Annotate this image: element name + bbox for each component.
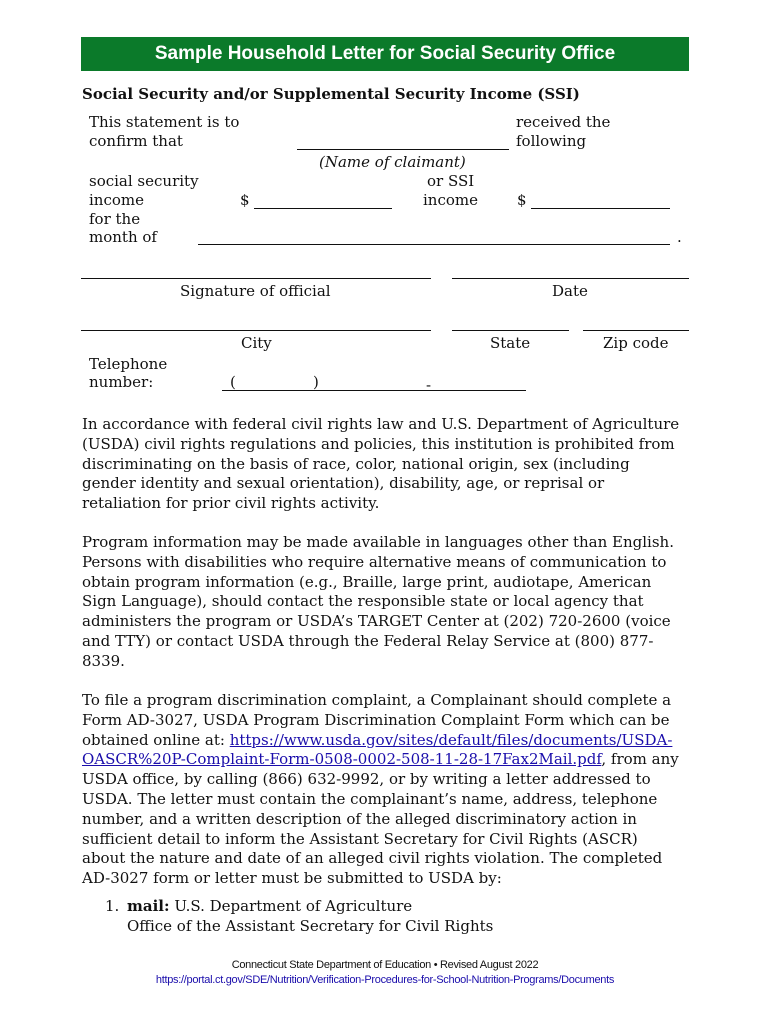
footer-line-1: Connecticut State Department of Education • Revised August 2022 — [231, 959, 539, 971]
received-line-2: following — [516, 132, 587, 150]
city-label: City — [241, 334, 272, 352]
complaint-form-link[interactable]: https://www.usda.gov/sites/default/files/documents/USDA-OASCR%20P-Complaint-Form-0508-0002-508-11-28-17Fax2Mail.pdf — [82, 730, 673, 769]
phone-paren-close: ) — [313, 373, 319, 391]
banner-title: Sample Household Letter for Social Security Office — [81, 37, 689, 71]
claimant-caption: (Name of claimant) — [319, 153, 466, 171]
mail-item — [127, 897, 412, 915]
program-info-paragraph — [82, 533, 682, 672]
telephone-line-2: number: — [89, 373, 154, 391]
date-label: Date — [552, 282, 588, 300]
month-line-1: for the — [89, 210, 141, 228]
phone-dash: - — [426, 376, 432, 394]
statement-line-1: This statement is to — [89, 113, 240, 131]
state-label: State — [490, 334, 531, 352]
ssi-amount-field[interactable] — [531, 208, 670, 209]
ssi-dollar-sign: $ — [517, 191, 527, 209]
zip-label: Zip code — [603, 334, 669, 352]
complaint-text-end: , from any USDA office, by calling (866) 632-9992, or by writing a letter addressed to USDA. The letter must contain the complainant’s name, address, telephone number, and a written description of the alleged discriminatory action in sufficient detail to inform the Assistant Secretary for Civil Rights (ASCR) about the nature and date of an alleged civil rights violation. The completed AD-3027 form or letter must be submitted to USDA by: — [82, 750, 679, 888]
signature-label: Signature of official — [180, 282, 331, 300]
zip-field[interactable] — [583, 330, 689, 331]
city-field[interactable] — [81, 330, 431, 331]
phone-paren-open: ( — [230, 373, 236, 391]
mail-line-1: U.S. Department of Agriculture — [174, 897, 413, 915]
complaint-text — [82, 691, 682, 889]
ssi-line-2: income — [423, 191, 478, 209]
statement-line-2: confirm that — [89, 132, 183, 150]
ss-income-line-1: social security — [89, 172, 199, 190]
claimant-name-field[interactable] — [297, 149, 509, 150]
telephone-line-1: Telephone — [89, 355, 168, 373]
civil-rights-paragraph — [82, 415, 682, 514]
telephone-field[interactable] — [222, 390, 526, 391]
complaint-text-start: To file a program discrimination complaint, a Complainant should complete a Form AD-3027, USDA Program Discrimination Complaint Form which can be obtained online at: — [82, 691, 672, 749]
ss-dollar-sign: $ — [240, 191, 250, 209]
complaint-paragraph — [82, 691, 682, 889]
received-line-1: received the — [516, 113, 611, 131]
section-subtitle: Social Security and/or Supplemental Security Income (SSI) — [82, 85, 580, 103]
program-info-text: Program information may be made available in languages other than English. Persons with disabilities who require alternative means of communication to obtain program information (e.g., Braille, large print, audiotape, American Sign Language), should contact the responsible state or local agency that administers the program or USDA’s TARGET Center at (202) 720-2600 (voice and TTY) or contact USDA through the Federal Relay Service at (800) 877-8339. — [82, 533, 674, 670]
mail-label: mail: — [127, 897, 170, 915]
list-number: 1. — [105, 897, 120, 915]
ss-amount-field[interactable] — [254, 208, 392, 209]
mail-line-2: Office of the Assistant Secretary for Civil Rights — [127, 917, 494, 935]
month-period: . — [677, 228, 682, 246]
signature-field[interactable] — [81, 278, 431, 279]
civil-rights-text: In accordance with federal civil rights law and U.S. Department of Agriculture (USDA) civil rights regulations and policies, this institution is prohibited from discriminating on the basis of race, color, national origin, sex (including gender identity and sexual orientation), disability, age, or reprisal or retaliation for prior civil rights activity. — [82, 415, 680, 513]
ssi-line-1: or SSI — [427, 172, 475, 190]
state-field[interactable] — [452, 330, 569, 331]
ss-income-line-2: income — [89, 191, 144, 209]
footer-url-link[interactable]: https://portal.ct.gov/SDE/Nutrition/Verification-Procedures-for-School-Nutrition-Programs/Documents — [155, 974, 615, 986]
date-field[interactable] — [452, 278, 689, 279]
month-line-2: month of — [89, 228, 157, 246]
month-field[interactable] — [198, 244, 670, 245]
